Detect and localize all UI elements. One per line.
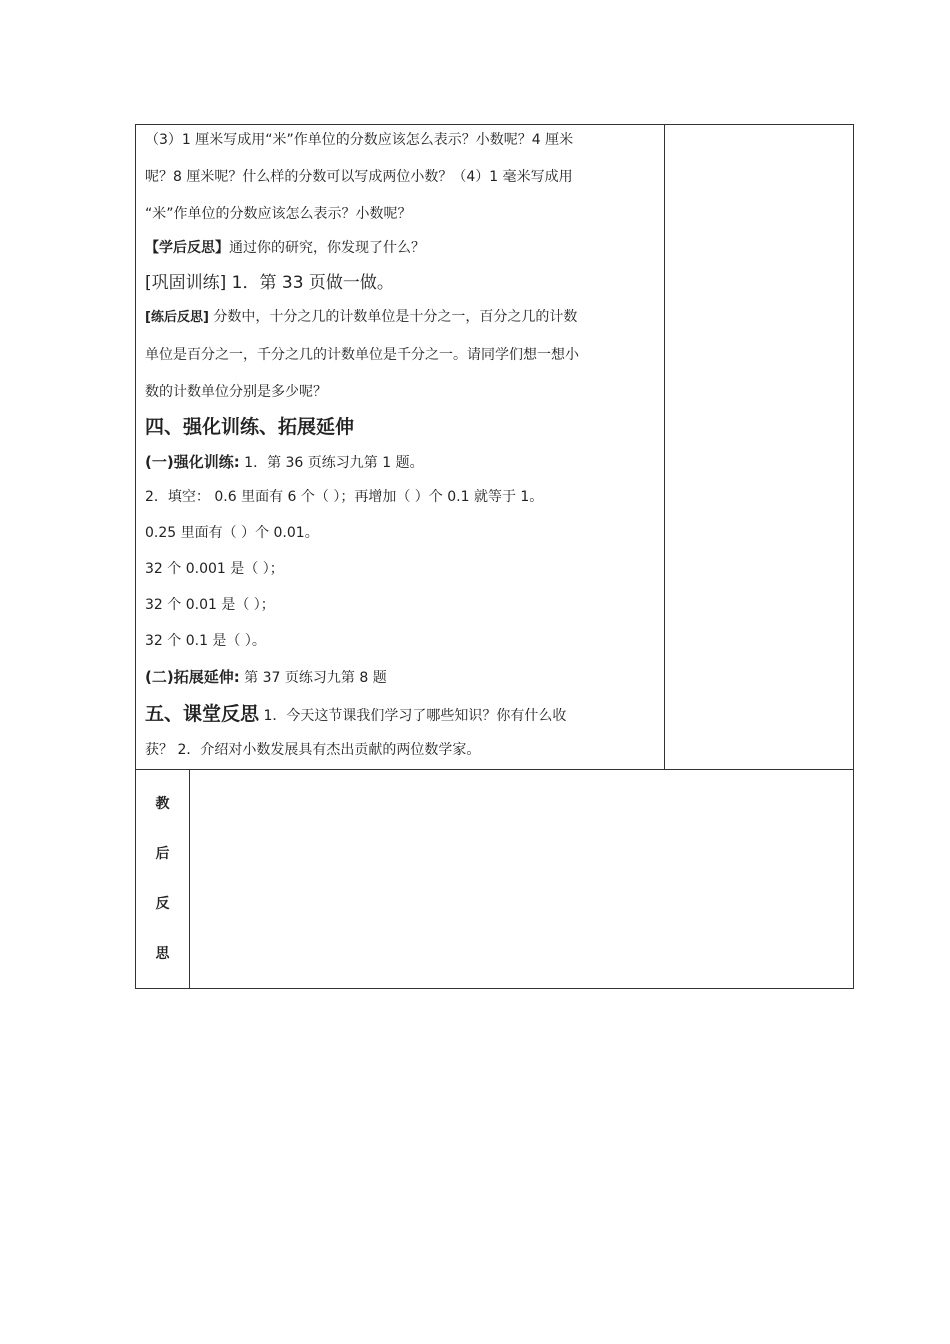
extend-label: (二)拓展延伸: [145, 668, 240, 686]
fill-line-1: 2．填空： 0.6 里面有 6 个（ ）；再增加（ ）个 0.1 就等于 1。 [145, 489, 544, 505]
reflect-after-study-label: 【学后反思】 [145, 240, 229, 256]
fill-line-3: 32 个 0.001 是（ ）； [145, 561, 284, 577]
drill-label: (一)强化训练: [145, 453, 240, 471]
reflect-after-practice-line-2: 单位是百分之一，千分之几的计数单位是千分之一。请同学们想一想小 [145, 347, 579, 363]
fill-line-2: 0.25 里面有（ ）个 0.01。 [145, 525, 319, 541]
reflect-after-practice-line-3: 数的计数单位分别是多少呢？ [145, 384, 327, 400]
practice-text: 1．第 33 页做一做。 [226, 273, 394, 293]
reflect-after-practice-text-1: 分数中，十分之几的计数单位是十分之一，百分之几的计数 [208, 309, 578, 325]
drill-text: 1．第 36 页练习九第 1 题。 [239, 455, 424, 471]
fill-line-5: 32 个 0.1 是（ ）。 [145, 633, 266, 649]
column-divider [664, 125, 665, 769]
lesson-line-2: 呢？8 厘米呢？什么样的分数可以写成两位小数？（4）1 毫米写成用 [145, 169, 573, 185]
footer-label-char-3: 反 [155, 896, 170, 912]
section-5-text-1: 1．今天这节课我们学习了哪些知识？你有什么收 [259, 708, 567, 724]
reflect-after-study [145, 237, 425, 257]
lesson-line-1: （3）1 厘米写成用“米”作单位的分数应该怎么表示？小数呢？4 厘米 [145, 132, 574, 148]
footer-column-divider [189, 770, 190, 988]
reflect-after-study-text: 通过你的研究，你发现了什么？ [229, 240, 425, 256]
practice [145, 268, 394, 293]
post-teaching-reflection-table [135, 769, 854, 989]
lesson-table [135, 124, 854, 770]
section-5-heading: 五、课堂反思 [145, 703, 260, 725]
fill-line-4: 32 个 0.01 是（ ）； [145, 597, 275, 613]
reflect-after-practice-label: [练后反思] [145, 310, 209, 325]
extend-text: 第 37 页练习九第 8 题 [239, 670, 387, 686]
section-4-heading: 四、强化训练、拓展延伸 [145, 416, 355, 438]
drill [145, 451, 424, 472]
footer-label-char-1: 教 [155, 796, 170, 812]
footer-label-char-4: 思 [155, 946, 170, 962]
section-5 [145, 699, 566, 726]
footer-label-char-2: 后 [155, 846, 170, 862]
section-5-line-2: 获？ 2．介绍对小数发展具有杰出贡献的两位数学家。 [145, 742, 481, 758]
practice-label: [巩固训练] [145, 273, 227, 293]
lesson-line-3: “米”作单位的分数应该怎么表示？小数呢？ [145, 206, 412, 222]
reflect-after-practice [145, 306, 577, 326]
extend [145, 666, 387, 687]
